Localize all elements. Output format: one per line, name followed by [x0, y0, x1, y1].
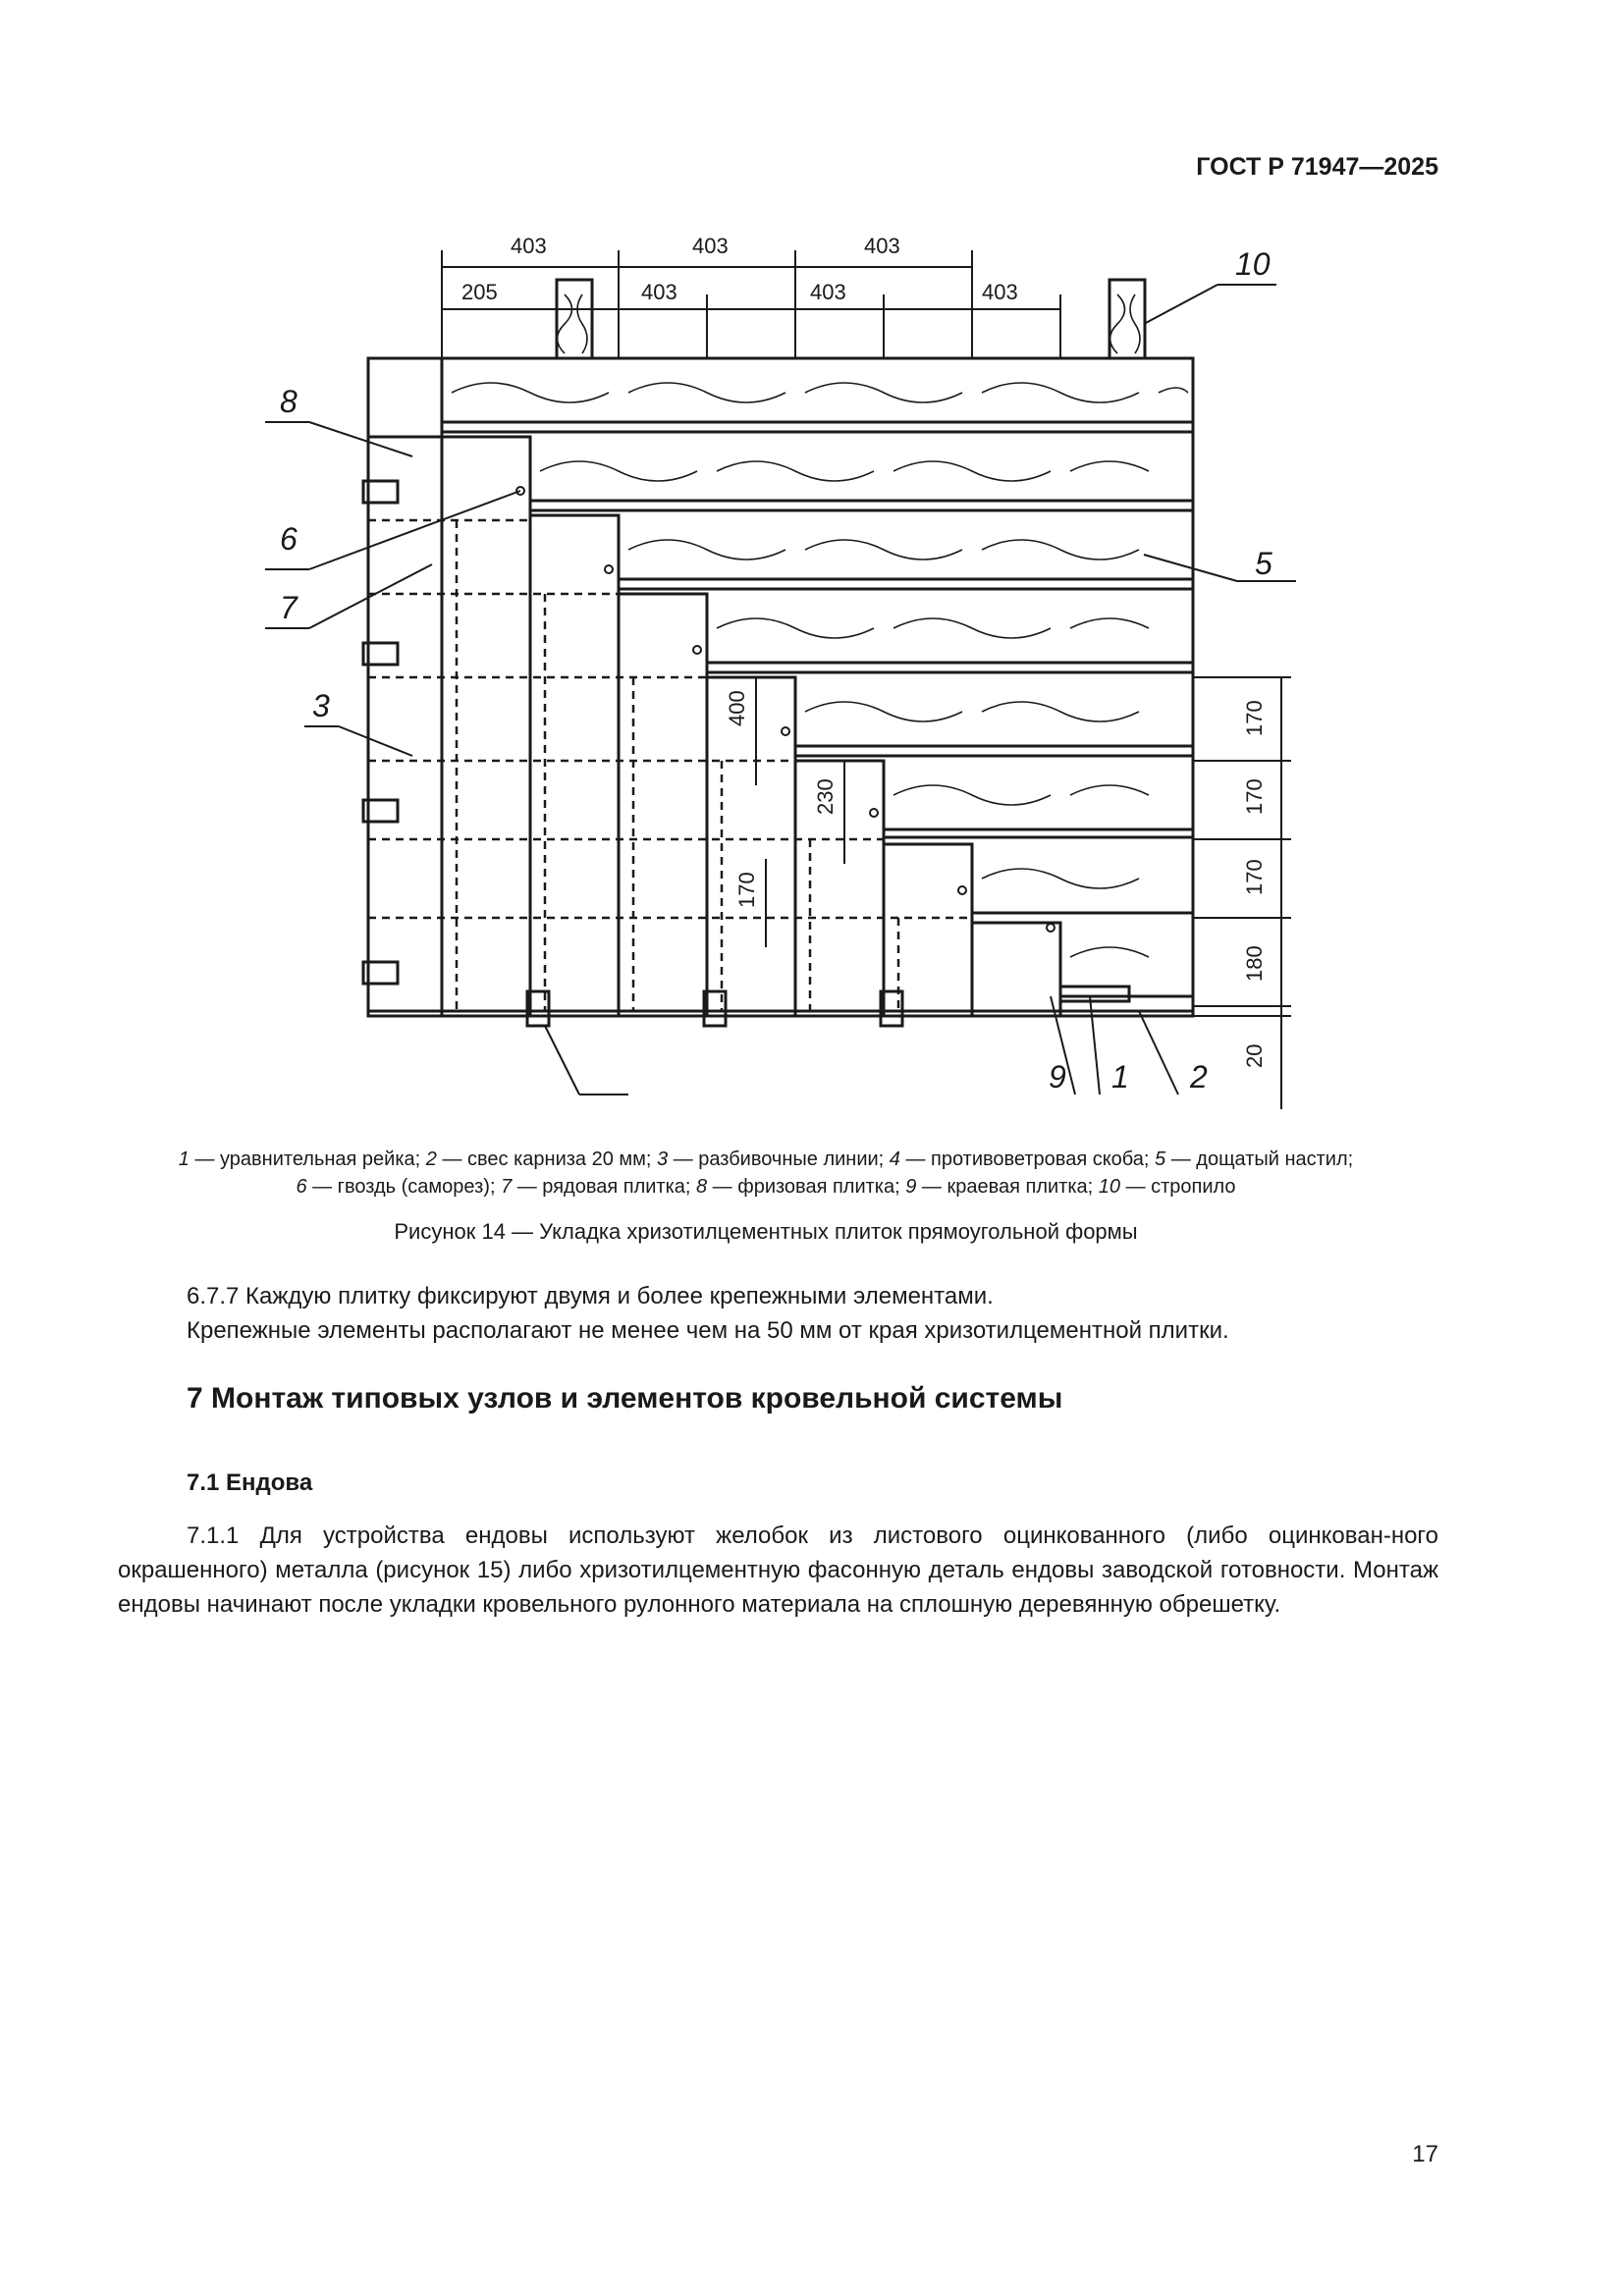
dim-mid-3: 403 [810, 280, 846, 304]
dim-right-1: 170 [1242, 700, 1267, 736]
figure-legend [98, 1146, 1434, 1201]
dim-right-3: 170 [1242, 859, 1267, 895]
callout-5: 5 [1255, 546, 1272, 581]
section-7-heading: 7 Монтаж типовых узлов и элементов кровельной системы [187, 1382, 1063, 1415]
paragraph-7-1-1: 7.1.1 Для устройства ендовы используют желобок из листового оцинкованного (либо оцинкован-ного окрашенного) металла (рисунок 15) либо хризотилцементную фасонную деталь ендовы заводской готовности. Монтаж ендовы начинают после укладки кровельного рулонного материала на сплошную деревянную обрешетку. [118, 1522, 1438, 1618]
dim-mid-4: 403 [982, 280, 1018, 304]
legend-line-2: 6 — гвоздь (саморез); 7 — рядовая плитка; 8 — фризовая плитка; 9 — краевая плитка; 10 — стропило [296, 1176, 1236, 1198]
dim-mid-1: 205 [461, 280, 498, 304]
standard-code: ГОСТ Р 71947—2025 [1196, 153, 1438, 181]
dim-inner-3: 170 [734, 872, 759, 908]
callout-9: 9 [1049, 1059, 1066, 1095]
dim-right-5: 20 [1242, 1043, 1267, 1068]
callout-8: 8 [280, 384, 298, 419]
subsection-7-1-heading: 7.1 Ендова [187, 1469, 313, 1496]
callout-10: 10 [1235, 246, 1271, 282]
callout-3: 3 [312, 688, 330, 723]
callout-2: 2 [1190, 1059, 1208, 1095]
dim-top-1: 403 [511, 234, 547, 258]
roof-tile-layout-figure [257, 221, 1357, 1124]
dim-top-3: 403 [864, 234, 900, 258]
legend-line-1: 1 — уравнительная рейка; 2 — свес карниза 20 мм; 3 — разбивочные линии; 4 — противоветровая скоба; 5 — дощатый настил; [178, 1148, 1354, 1170]
paragraph-6-7-7-b: Крепежные элементы располагают не менее чем на 50 мм от края хризотилцементной плитки. [187, 1317, 1229, 1344]
dim-inner-2: 230 [813, 778, 838, 815]
callout-1: 1 [1111, 1059, 1129, 1095]
dim-right-4: 180 [1242, 945, 1267, 982]
dim-top-2: 403 [692, 234, 729, 258]
paragraph-6-7-7-a: 6.7.7 Каждую плитку фиксируют двумя и более крепежными элементами. [187, 1283, 994, 1309]
callout-6: 6 [280, 521, 298, 557]
callout-7: 7 [280, 590, 298, 625]
page-number: 17 [1412, 2141, 1438, 2167]
dim-mid-2: 403 [641, 280, 677, 304]
figure-caption: Рисунок 14 — Укладка хризотилцементных плиток прямоугольной формы [394, 1219, 1138, 1244]
dim-right-2: 170 [1242, 778, 1267, 815]
dim-inner-1: 400 [725, 690, 749, 726]
